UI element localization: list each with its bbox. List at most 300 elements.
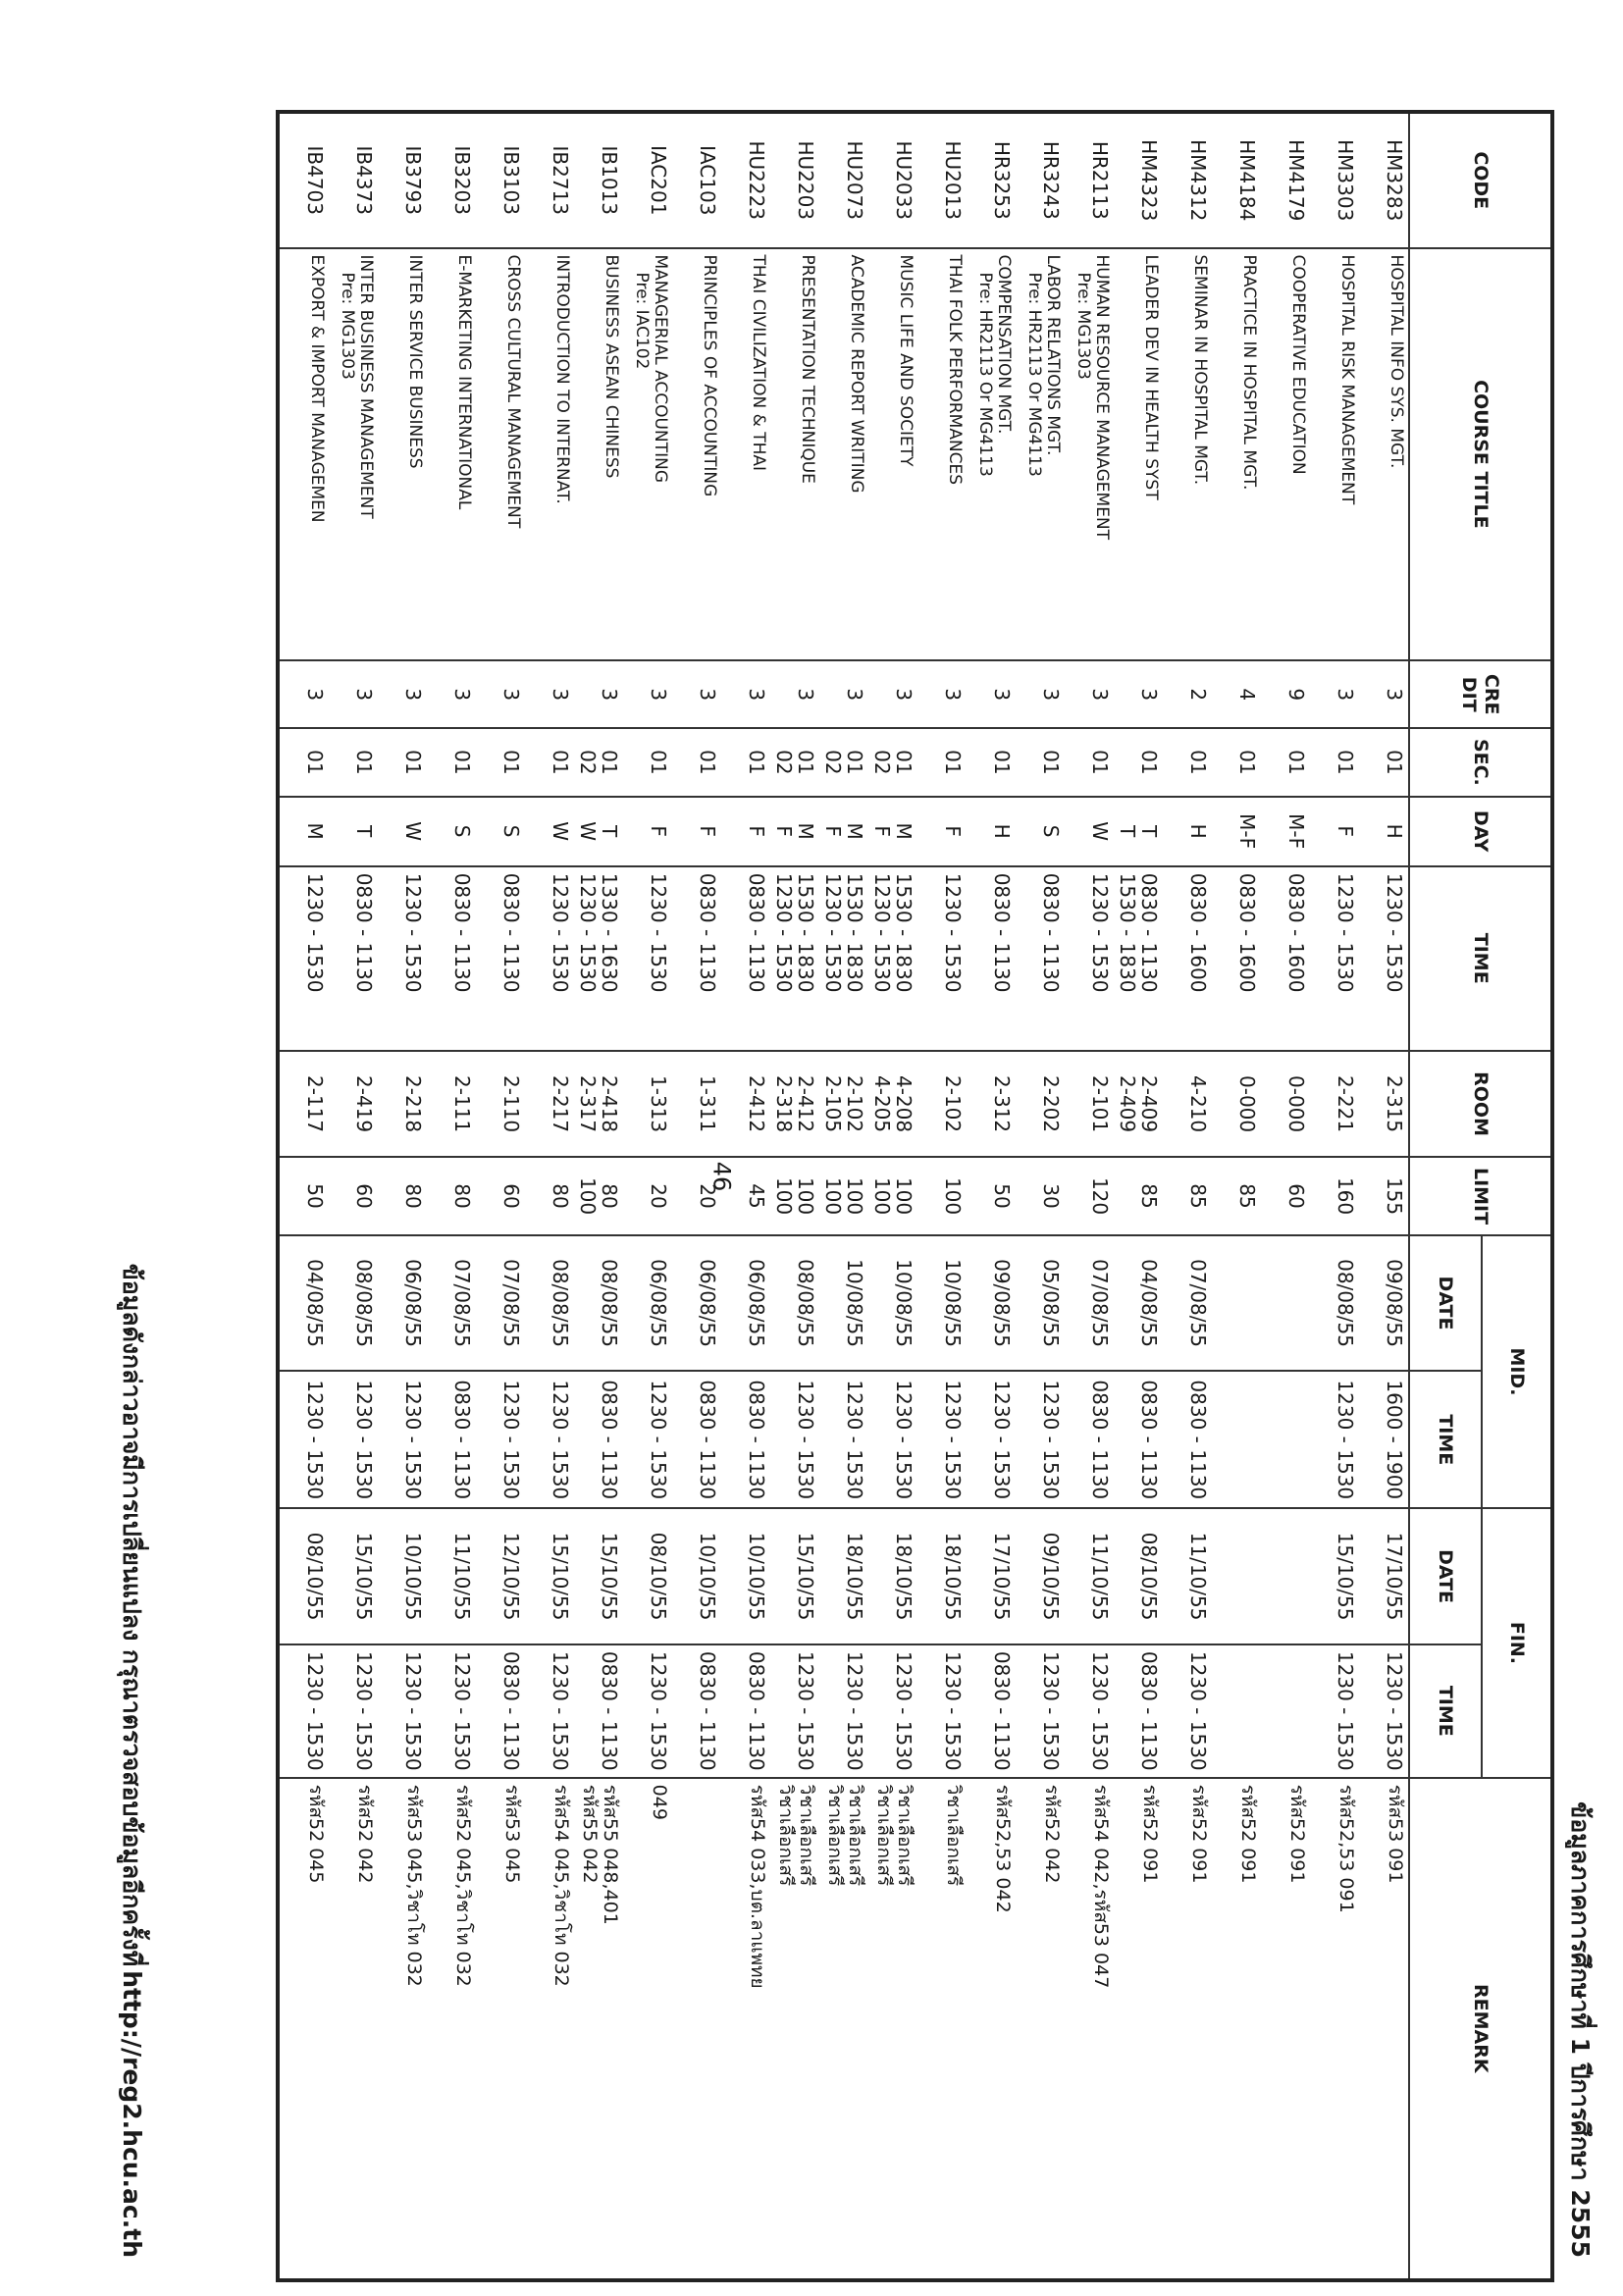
course-title: PRACTICE IN HOSPITAL MGT. <box>1239 254 1259 491</box>
fin-time-cell: 1230 - 1530 <box>1163 1644 1212 1778</box>
remark-cell: รหัส54 033,บต.ลาแพทย <box>721 1778 770 2280</box>
code-cell: HM4184 <box>1212 112 1261 248</box>
code-cell: IB3203 <box>427 112 476 248</box>
title-cell <box>1065 248 1114 661</box>
section-cell: 01 02 <box>819 728 868 796</box>
fin-time-cell: 1230 - 1530 <box>525 1644 574 1778</box>
room-cell: 4-208 4-205 <box>868 1051 917 1158</box>
time-cell: 1230 - 1530 <box>1065 866 1114 1051</box>
section-cell: 01 <box>721 728 770 796</box>
mid-date-cell: 10/08/55 <box>819 1235 868 1372</box>
room-cell: 0-000 <box>1261 1051 1310 1158</box>
table-row <box>1310 112 1359 2280</box>
room-cell: 2-312 <box>967 1051 1016 1158</box>
mid-date-cell: 08/08/55 <box>770 1235 819 1372</box>
credit-cell: 3 <box>770 660 819 728</box>
limit-cell: 100 100 <box>770 1157 819 1234</box>
day-cell: W <box>1065 797 1114 866</box>
mid-date-cell: 09/08/55 <box>1359 1235 1409 1372</box>
time-cell: 1530 - 1830 1230 - 1530 <box>770 866 819 1051</box>
course-title: PRESENTATION TECHNIQUE <box>798 254 817 484</box>
mid-time-cell: 1230 - 1530 <box>329 1371 378 1508</box>
limit-cell: 85 <box>1163 1157 1212 1234</box>
section-cell: 01 02 <box>770 728 819 796</box>
title-cell <box>427 248 476 661</box>
mid-date-cell: 09/08/55 <box>967 1235 1016 1372</box>
fin-time-cell: 0830 - 1130 <box>574 1644 623 1778</box>
credit-cell: 3 <box>868 660 917 728</box>
limit-cell: 60 <box>476 1157 525 1234</box>
course-title: CROSS CULTURAL MANAGEMENT <box>503 254 523 529</box>
fin-time-cell: 1230 - 1530 <box>868 1644 917 1778</box>
title-cell <box>278 248 329 661</box>
credit-cell: 4 <box>1212 660 1261 728</box>
fin-date-cell <box>1212 1508 1261 1644</box>
code-cell: IB2713 <box>525 112 574 248</box>
fin-date-cell: 18/10/55 <box>917 1508 967 1644</box>
section-cell: 01 <box>525 728 574 796</box>
title-cell <box>672 248 721 661</box>
fin-date-cell: 15/10/55 <box>1310 1508 1359 1644</box>
mid-date-cell: 08/08/55 <box>574 1235 623 1372</box>
code-cell: HR3253 <box>967 112 1016 248</box>
mid-time-cell: 1230 - 1530 <box>623 1371 672 1508</box>
fin-time-cell: 0830 - 1130 <box>672 1644 721 1778</box>
mid-time-cell: 1230 - 1530 <box>917 1371 967 1508</box>
course-title: MANAGERIAL ACCOUNTING <box>651 254 670 483</box>
limit-cell: 60 <box>1261 1157 1310 1234</box>
code-cell: IB4373 <box>329 112 378 248</box>
remark-cell: วิชาเลือกเสรี วิชาเลือกเสรี <box>770 1778 819 2280</box>
header-time: TIME <box>1409 866 1552 1051</box>
mid-time-cell: 1230 - 1530 <box>1016 1371 1065 1508</box>
table-row <box>868 112 917 2280</box>
limit-cell: 45 <box>721 1157 770 1234</box>
title-cell <box>329 248 378 661</box>
section-cell: 01 <box>917 728 967 796</box>
title-cell <box>1261 248 1310 661</box>
remark-cell: รหัส52 045 <box>278 1778 329 2280</box>
section-cell: 01 <box>476 728 525 796</box>
fin-date-cell <box>1261 1508 1310 1644</box>
mid-time-cell: 1230 - 1530 <box>476 1371 525 1508</box>
time-cell: 1230 - 1530 <box>378 866 427 1051</box>
table-row <box>427 112 476 2280</box>
table-row <box>525 112 574 2280</box>
header-credit: CRE DIT <box>1409 660 1552 728</box>
mid-date-cell: 06/08/55 <box>378 1235 427 1372</box>
mid-time-cell: 1230 - 1530 <box>819 1371 868 1508</box>
mid-date-cell: 07/08/55 <box>427 1235 476 1372</box>
code-cell: HU2033 <box>868 112 917 248</box>
title-cell <box>1163 248 1212 661</box>
day-cell: W <box>525 797 574 866</box>
prerequisite: Pre: HR2113 Or MG4113 <box>1023 272 1044 477</box>
time-cell: 1230 - 1530 <box>1359 866 1409 1051</box>
mid-date-cell <box>1261 1235 1310 1372</box>
mid-time-cell: 1230 - 1530 <box>378 1371 427 1508</box>
course-title: LABOR RELATIONS MGT. <box>1043 254 1063 456</box>
section-cell: 01 <box>672 728 721 796</box>
code-cell: IB3103 <box>476 112 525 248</box>
day-cell: T W <box>574 797 623 866</box>
mid-date-cell: 06/08/55 <box>721 1235 770 1372</box>
time-cell: 0830 - 1130 1530 - 1830 <box>1114 866 1163 1051</box>
credit-cell: 3 <box>427 660 476 728</box>
remark-cell <box>672 1778 721 2280</box>
section-cell: 01 <box>329 728 378 796</box>
header-remark: REMARK <box>1409 1778 1552 2280</box>
course-title: ACADEMIC REPORT WRITING <box>847 254 866 494</box>
remark-cell: วิชาเลือกเสรี วิชาเลือกเสรี <box>819 1778 868 2280</box>
remark-cell: รหัส54 045,วิชาโท 032 <box>525 1778 574 2280</box>
time-cell: 0830 - 1130 <box>721 866 770 1051</box>
table-row <box>378 112 427 2280</box>
fin-date-cell: 15/10/55 <box>770 1508 819 1644</box>
mid-time-cell: 0830 - 1130 <box>1065 1371 1114 1508</box>
limit-cell: 80 <box>378 1157 427 1234</box>
title-cell <box>1310 248 1359 661</box>
limit-cell: 80 <box>427 1157 476 1234</box>
room-cell: 2-111 <box>427 1051 476 1158</box>
course-title: SEMINAR IN HOSPITAL MGT. <box>1190 254 1210 486</box>
title-cell <box>476 248 525 661</box>
mid-date-cell: 08/08/55 <box>1310 1235 1359 1372</box>
remark-cell: วิชาเลือกเสรี <box>917 1778 967 2280</box>
credit-cell: 3 <box>672 660 721 728</box>
mid-time-cell: 0830 - 1130 <box>427 1371 476 1508</box>
fin-date-cell: 18/10/55 <box>819 1508 868 1644</box>
fin-time-cell: 0830 - 1130 <box>721 1644 770 1778</box>
remark-cell: รหัส52 042 <box>329 1778 378 2280</box>
section-cell: 01 02 <box>574 728 623 796</box>
fin-time-cell: 1230 - 1530 <box>427 1644 476 1778</box>
course-title: E-MARKETING INTERNATIONAL <box>454 254 474 510</box>
remark-cell: วิชาเลือกเสรี วิชาเลือกเสรี <box>868 1778 917 2280</box>
remark-cell: รหัส53 091 <box>1359 1778 1409 2280</box>
section-cell: 01 <box>1359 728 1409 796</box>
header-course-title: COURSE TITLE <box>1409 248 1552 661</box>
code-cell: HR3243 <box>1016 112 1065 248</box>
credit-cell: 3 <box>476 660 525 728</box>
credit-cell: 9 <box>1261 660 1310 728</box>
day-cell: F <box>672 797 721 866</box>
prerequisite: Pre: MG1303 <box>337 272 357 380</box>
table-row <box>1261 112 1310 2280</box>
code-cell: HM4312 <box>1163 112 1212 248</box>
room-cell: 2-409 2-409 <box>1114 1051 1163 1158</box>
code-cell: HM4179 <box>1261 112 1310 248</box>
header-fin-date: DATE <box>1409 1508 1482 1644</box>
day-cell: S <box>1016 797 1065 866</box>
section-cell: 01 <box>378 728 427 796</box>
mid-date-cell: 10/08/55 <box>917 1235 967 1372</box>
fin-date-cell: 09/10/55 <box>1016 1508 1065 1644</box>
remark-cell: รหัส52 091 <box>1114 1778 1163 2280</box>
title-cell <box>574 248 623 661</box>
time-cell: 0830 - 1130 <box>427 866 476 1051</box>
room-cell: 0-000 <box>1212 1051 1261 1158</box>
rotated-page <box>116 110 1599 2282</box>
table-row <box>574 112 623 2280</box>
fin-date-cell: 08/10/55 <box>1114 1508 1163 1644</box>
mid-time-cell: 0830 - 1130 <box>1163 1371 1212 1508</box>
fin-time-cell: 1230 - 1530 <box>623 1644 672 1778</box>
course-title: INTER BUSINESS MANAGEMENT <box>356 254 376 519</box>
page-header: ข้อมูลภาคการศึกษาที่ 1 ปีการศึกษา 2555 <box>1566 1801 1595 2258</box>
fin-time-cell: 1230 - 1530 <box>378 1644 427 1778</box>
mid-time-cell: 1230 - 1530 <box>770 1371 819 1508</box>
prerequisite: Pre: MG1303 <box>1073 272 1093 380</box>
code-cell: HU2223 <box>721 112 770 248</box>
table-row <box>967 112 1016 2280</box>
room-cell: 2-419 <box>329 1051 378 1158</box>
course-title: EXPORT & IMPORT MANAGEMEN <box>307 254 327 523</box>
credit-cell: 3 <box>1114 660 1163 728</box>
code-cell: HU2013 <box>917 112 967 248</box>
mid-time-cell: 1230 - 1530 <box>278 1371 329 1508</box>
fin-time-cell: 0830 - 1130 <box>476 1644 525 1778</box>
remark-cell: รหัส52 091 <box>1212 1778 1261 2280</box>
prerequisite: Pre: IAC102 <box>631 272 652 370</box>
title-cell <box>917 248 967 661</box>
footer-url: http://reg2.hcu.ac.th <box>118 1970 146 2258</box>
header-day: DAY <box>1409 797 1552 866</box>
day-cell: M F <box>868 797 917 866</box>
credit-cell: 3 <box>623 660 672 728</box>
table-row <box>770 112 819 2280</box>
title-cell <box>967 248 1016 661</box>
table-row <box>1114 112 1163 2280</box>
day-cell: T T <box>1114 797 1163 866</box>
limit-cell: 155 <box>1359 1157 1409 1234</box>
fin-time-cell: 1230 - 1530 <box>1359 1644 1409 1778</box>
section-cell: 01 <box>1065 728 1114 796</box>
header-mid-time: TIME <box>1409 1371 1482 1508</box>
limit-cell: 30 <box>1016 1157 1065 1234</box>
limit-cell: 50 <box>967 1157 1016 1234</box>
mid-time-cell: 1600 - 1900 <box>1359 1371 1409 1508</box>
limit-cell: 85 <box>1114 1157 1163 1234</box>
title-cell <box>1016 248 1065 661</box>
limit-cell: 80 <box>525 1157 574 1234</box>
header-section: SEC. <box>1409 728 1552 796</box>
day-cell: H <box>1359 797 1409 866</box>
time-cell: 1230 - 1530 <box>917 866 967 1051</box>
mid-time-cell: 0830 - 1130 <box>1114 1371 1163 1508</box>
header-final: FIN. <box>1482 1508 1552 1777</box>
time-cell: 1530 - 1830 1230 - 1530 <box>819 866 868 1051</box>
table-row <box>672 112 721 2280</box>
header-limit: LIMIT <box>1409 1157 1552 1234</box>
remark-cell: รหัส52,53 091 <box>1310 1778 1359 2280</box>
code-cell: HM3303 <box>1310 112 1359 248</box>
course-title: BUSINESS ASEAN CHINESS <box>602 254 621 479</box>
limit-cell: 120 <box>1065 1157 1114 1234</box>
day-cell: M F <box>819 797 868 866</box>
remark-cell: รหัส52 042 <box>1016 1778 1065 2280</box>
course-title: HUMAN RESOURCE MANAGEMENT <box>1092 254 1112 541</box>
fin-time-cell: 1230 - 1530 <box>819 1644 868 1778</box>
room-cell: 2-412 2-318 <box>770 1051 819 1158</box>
section-cell: 01 <box>1016 728 1065 796</box>
fin-time-cell: 0830 - 1130 <box>967 1644 1016 1778</box>
fin-date-cell: 11/10/55 <box>1065 1508 1114 1644</box>
day-cell: F <box>721 797 770 866</box>
time-cell: 0830 - 1600 <box>1261 866 1310 1051</box>
remark-cell: รหัส52,53 042 <box>967 1778 1016 2280</box>
mid-time-cell <box>1261 1371 1310 1508</box>
day-cell: W <box>378 797 427 866</box>
title-cell <box>1359 248 1409 661</box>
limit-cell: 20 <box>672 1157 721 1234</box>
fin-date-cell: 17/10/55 <box>1359 1508 1409 1644</box>
mid-date-cell: 08/08/55 <box>525 1235 574 1372</box>
remark-cell: รหัส55 048,401 รหัส55 042 <box>574 1778 623 2280</box>
course-title: LEADER DEV IN HEALTH SYST <box>1141 254 1161 500</box>
table-row <box>623 112 672 2280</box>
table-row <box>329 112 378 2280</box>
credit-cell: 3 <box>1359 660 1409 728</box>
credit-cell: 3 <box>1016 660 1065 728</box>
code-cell: HU2073 <box>819 112 868 248</box>
table-row <box>1359 112 1409 2280</box>
mid-date-cell <box>1212 1235 1261 1372</box>
title-cell <box>819 248 868 661</box>
fin-date-cell: 12/10/55 <box>476 1508 525 1644</box>
page-footer <box>112 110 151 2258</box>
fin-time-cell: 1230 - 1530 <box>329 1644 378 1778</box>
room-cell: 2-117 <box>278 1051 329 1158</box>
limit-cell: 85 <box>1212 1157 1261 1234</box>
remark-cell: รหัส53 045 <box>476 1778 525 2280</box>
room-cell: 1-313 <box>623 1051 672 1158</box>
course-title: HOSPITAL RISK MANAGEMENT <box>1337 254 1357 505</box>
fin-time-cell: 1230 - 1530 <box>917 1644 967 1778</box>
course-title: COOPERATIVE EDUCATION <box>1288 254 1308 475</box>
limit-cell: 100 <box>917 1157 967 1234</box>
course-title: INTER SERVICE BUSINESS <box>405 254 425 469</box>
fin-date-cell: 11/10/55 <box>1163 1508 1212 1644</box>
credit-cell: 3 <box>574 660 623 728</box>
limit-cell: 80 100 <box>574 1157 623 1234</box>
fin-time-cell: 0830 - 1130 <box>1114 1644 1163 1778</box>
mid-date-cell: 07/08/55 <box>1163 1235 1212 1372</box>
header-room: ROOM <box>1409 1051 1552 1158</box>
room-cell: 2-418 2-317 <box>574 1051 623 1158</box>
section-cell: 01 <box>1114 728 1163 796</box>
room-cell: 4-210 <box>1163 1051 1212 1158</box>
title-cell <box>1114 248 1163 661</box>
day-cell: S <box>427 797 476 866</box>
course-title: PRINCIPLES OF ACCOUNTING <box>700 254 719 497</box>
day-cell: M <box>278 797 329 866</box>
fin-time-cell <box>1212 1644 1261 1778</box>
mid-time-cell: 0830 - 1130 <box>574 1371 623 1508</box>
time-cell: 0830 - 1130 <box>476 866 525 1051</box>
course-schedule-table <box>276 110 1554 2282</box>
day-cell: M-F <box>1261 797 1310 866</box>
time-cell: 1230 - 1530 <box>623 866 672 1051</box>
prerequisite: Pre: HR2113 Or MG4113 <box>974 272 995 477</box>
fin-date-cell: 11/10/55 <box>427 1508 476 1644</box>
credit-cell: 3 <box>525 660 574 728</box>
room-cell: 2-315 <box>1359 1051 1409 1158</box>
mid-time-cell: 1230 - 1530 <box>1310 1371 1359 1508</box>
credit-cell: 3 <box>1065 660 1114 728</box>
table-row <box>476 112 525 2280</box>
time-cell: 1230 - 1530 <box>278 866 329 1051</box>
table-row <box>819 112 868 2280</box>
credit-cell: 3 <box>329 660 378 728</box>
mid-time-cell: 1230 - 1530 <box>525 1371 574 1508</box>
course-title: MUSIC LIFE AND SOCIETY <box>896 254 916 467</box>
fin-date-cell: 08/10/55 <box>278 1508 329 1644</box>
credit-cell: 3 <box>721 660 770 728</box>
limit-cell: 20 <box>623 1157 672 1234</box>
table-row <box>917 112 967 2280</box>
course-title: HOSPITAL INFO SYS. MGT. <box>1387 254 1406 469</box>
section-cell: 01 02 <box>868 728 917 796</box>
time-cell: 0830 - 1130 <box>967 866 1016 1051</box>
day-cell: S <box>476 797 525 866</box>
mid-time-cell <box>1212 1371 1261 1508</box>
page-number: 46 <box>707 1161 736 1192</box>
limit-cell: 100 100 <box>819 1157 868 1234</box>
room-cell: 2-221 <box>1310 1051 1359 1158</box>
time-cell: 0830 - 1130 <box>329 866 378 1051</box>
mid-time-cell: 0830 - 1130 <box>721 1371 770 1508</box>
credit-cell: 3 <box>1310 660 1359 728</box>
fin-time-cell: 1230 - 1530 <box>1065 1644 1114 1778</box>
mid-date-cell: 06/08/55 <box>623 1235 672 1372</box>
room-cell: 2-218 <box>378 1051 427 1158</box>
table-row <box>1163 112 1212 2280</box>
room-cell: 2-412 <box>721 1051 770 1158</box>
course-title: INTRODUCTION TO INTERNAT. <box>552 254 572 504</box>
day-cell: H <box>1163 797 1212 866</box>
title-cell <box>525 248 574 661</box>
limit-cell: 60 <box>329 1157 378 1234</box>
room-cell: 2-102 2-105 <box>819 1051 868 1158</box>
time-cell: 0830 - 1600 <box>1212 866 1261 1051</box>
fin-date-cell: 15/10/55 <box>329 1508 378 1644</box>
day-cell: M F <box>770 797 819 866</box>
day-cell: M-F <box>1212 797 1261 866</box>
table-row <box>721 112 770 2280</box>
time-cell: 0830 - 1130 <box>1016 866 1065 1051</box>
remark-cell: รหัส53 045,วิชาโท 032 <box>378 1778 427 2280</box>
title-cell <box>721 248 770 661</box>
section-cell: 01 <box>1163 728 1212 796</box>
title-cell <box>770 248 819 661</box>
credit-cell: 3 <box>967 660 1016 728</box>
credit-cell: 3 <box>278 660 329 728</box>
course-title: THAI CIVILIZATION & THAI <box>749 254 768 472</box>
limit-cell: 160 <box>1310 1157 1359 1234</box>
title-cell <box>868 248 917 661</box>
room-cell: 2-102 <box>917 1051 967 1158</box>
mid-time-cell: 1230 - 1530 <box>868 1371 917 1508</box>
title-cell <box>623 248 672 661</box>
time-cell: 0830 - 1600 <box>1163 866 1212 1051</box>
header-fin-time: TIME <box>1409 1644 1482 1778</box>
header-midterm: MID. <box>1482 1235 1552 1509</box>
fin-time-cell <box>1261 1644 1310 1778</box>
section-cell: 01 <box>1212 728 1261 796</box>
remark-cell: 049 <box>623 1778 672 2280</box>
code-cell: IB4703 <box>278 112 329 248</box>
